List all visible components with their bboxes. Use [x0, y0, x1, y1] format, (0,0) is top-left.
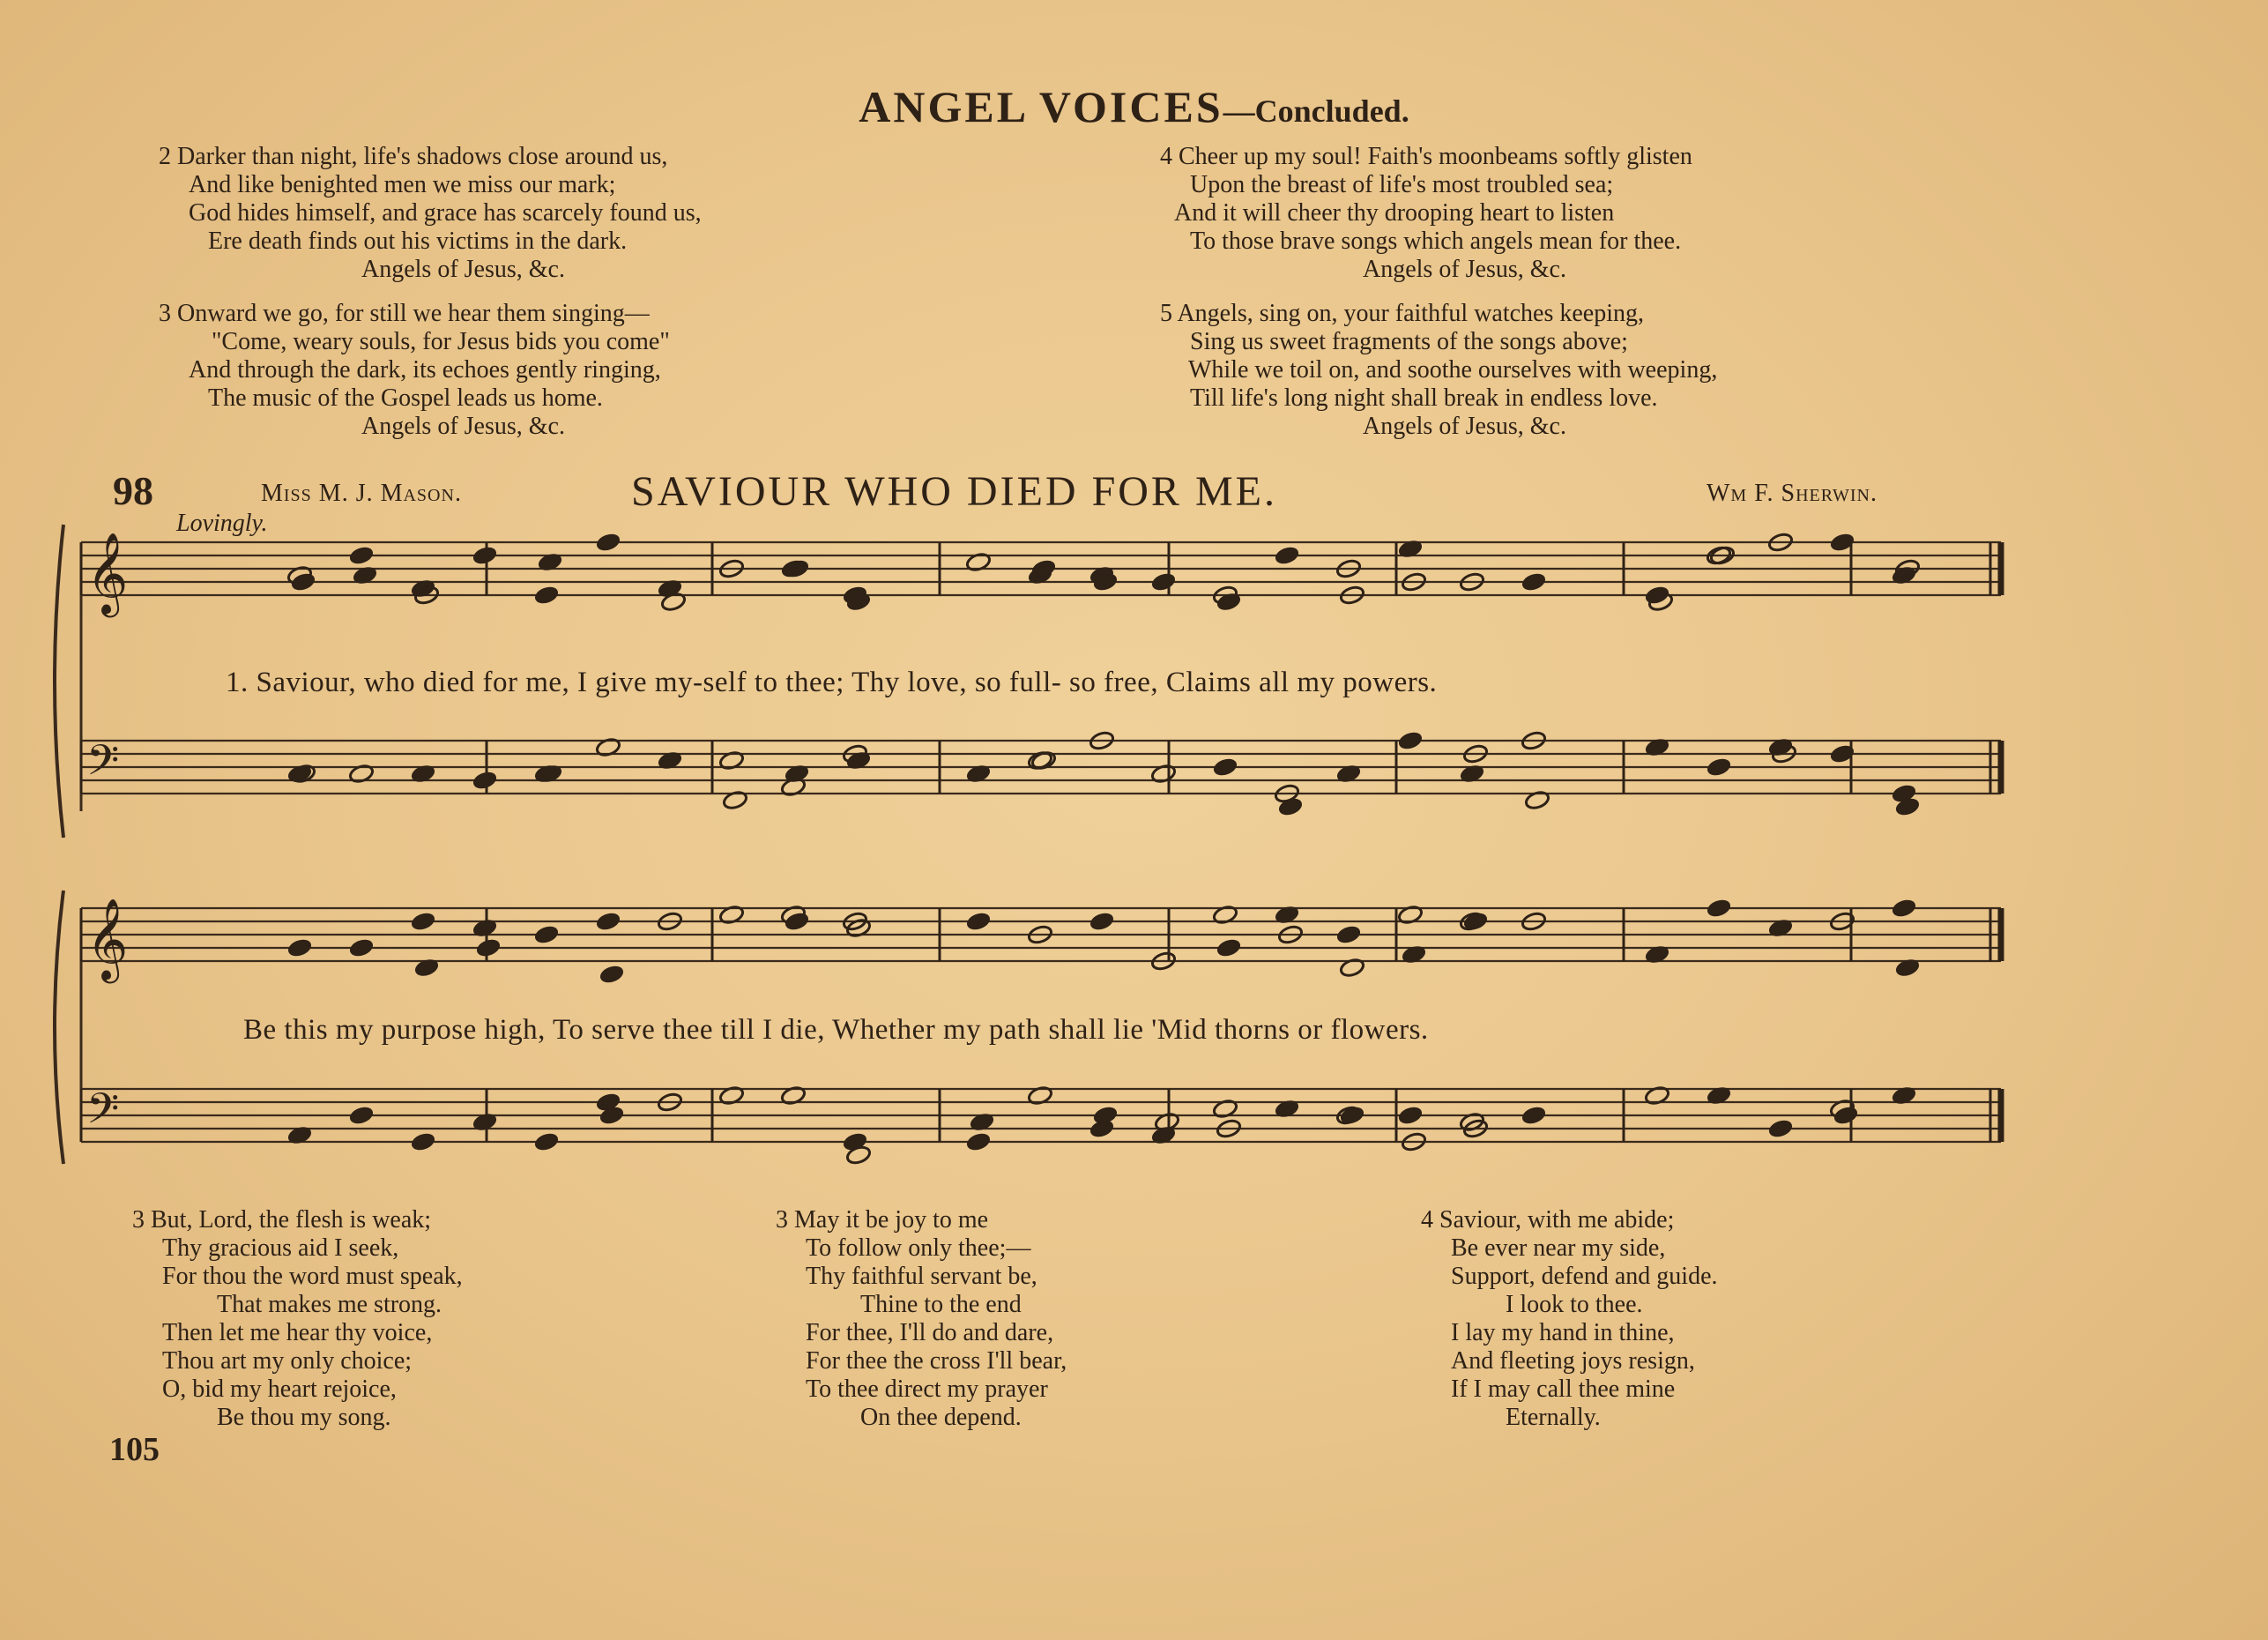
page-number: 105	[109, 1431, 160, 1468]
notehead	[1397, 1105, 1424, 1126]
barlines	[81, 542, 2001, 1142]
stanza-line: To thee direct my prayer	[806, 1375, 1048, 1403]
bass-clef-icon: 𝄢	[86, 735, 120, 795]
notehead	[1397, 730, 1424, 751]
verse-line: Angels of Jesus, &c.	[361, 256, 565, 283]
stanza-line: On thee depend.	[860, 1404, 1022, 1431]
notehead	[533, 585, 560, 606]
verse-line: 4 Cheer up my soul! Faith's moonbeams softly glisten	[1160, 143, 1692, 170]
hymn-title: SAVIOUR WHO DIED FOR ME.	[631, 468, 1277, 515]
verse-line: Till life's long night shall break in endless love.	[1190, 384, 1658, 412]
notehead	[348, 937, 375, 958]
notehead	[1212, 757, 1238, 778]
system-brace	[55, 891, 63, 1164]
stanza-line: 4 Saviour, with me abide;	[1421, 1206, 1675, 1234]
verse-line: Angels of Jesus, &c.	[1363, 413, 1566, 440]
verse-line: While we toil on, and soothe ourselves with weeping,	[1188, 356, 1718, 384]
stanza-line: 3 May it be joy to me	[776, 1206, 989, 1234]
stanza-left	[132, 1206, 463, 1432]
notehead	[1767, 1118, 1794, 1139]
notehead	[533, 1131, 560, 1152]
hymn-composer: Wm F. Sherwin.	[1707, 480, 1878, 507]
verse-line: Ere death finds out his victims in the dark.	[208, 227, 628, 255]
verse-line: To those brave songs which angels mean for thee.	[1190, 227, 1682, 255]
notehead	[1521, 1105, 1547, 1126]
lyric-line-2: Be this my purpose high, To serve thee till I die, Whether my path shall lie 'Mid thorns or flowers.	[243, 1014, 1429, 1046]
notehead	[475, 937, 502, 958]
verse-line: Upon the breast of life's most troubled sea;	[1190, 171, 1614, 198]
clefs	[86, 532, 128, 1144]
tempo-marking: Lovingly.	[176, 510, 268, 537]
notehead	[1092, 1105, 1119, 1126]
notehead	[1706, 898, 1732, 919]
stanza-line: If I may call thee mine	[1451, 1375, 1676, 1403]
hymn-author: Miss M. J. Mason.	[261, 480, 462, 507]
verse-line: 2 Darker than night, life's shadows close around us,	[159, 143, 668, 170]
notehead	[1277, 796, 1304, 817]
stanza-line: For thee the cross I'll bear,	[806, 1347, 1067, 1375]
notehead	[595, 911, 621, 932]
verse-line: "Come, weary souls, for Jesus bids you come"	[212, 328, 670, 355]
verse-line: Sing us sweet fragments of the songs above;	[1190, 328, 1628, 355]
verse-line: 5 Angels, sing on, your faithful watches keeping,	[1160, 300, 1645, 327]
previous-hymn-title-suffix: —Concluded.	[1223, 93, 1409, 129]
stanza-line: Then let me hear thy voice,	[162, 1319, 433, 1346]
notehead	[348, 1105, 375, 1126]
notehead	[965, 1131, 992, 1152]
notehead	[410, 1131, 436, 1152]
hymn-number: 98	[113, 468, 153, 513]
notehead	[286, 937, 313, 958]
stanza-line: Thy faithful servant be,	[806, 1263, 1037, 1290]
verse-line: And like benighted men we miss our mark;	[189, 171, 616, 198]
stanza-line: Support, defend and guide.	[1451, 1263, 1718, 1290]
noteheads	[286, 532, 1921, 1166]
notehead	[599, 964, 625, 985]
notehead	[1274, 545, 1300, 566]
notehead	[290, 571, 316, 593]
notehead	[1335, 924, 1362, 945]
notehead	[1833, 1105, 1859, 1126]
notehead	[1891, 898, 1917, 919]
stanza-line: To follow only thee;—	[806, 1234, 1031, 1262]
verse-line: And it will cheer thy drooping heart to listen	[1174, 199, 1615, 227]
stanza-line: Be thou my song.	[217, 1404, 391, 1431]
stanza-line: Thou art my only choice;	[162, 1347, 413, 1375]
verse-line: Angels of Jesus, &c.	[361, 413, 565, 440]
notehead	[472, 770, 498, 791]
notehead	[533, 924, 560, 945]
stanza-line: Be ever near my side,	[1451, 1234, 1666, 1262]
stanza-line: That makes me strong.	[217, 1291, 442, 1318]
stanza-line: Thy gracious aid I seek,	[162, 1234, 399, 1262]
bass-clef-icon: 𝄢	[86, 1084, 120, 1144]
stanza-line: O, bid my heart rejoice,	[162, 1375, 397, 1403]
stanza-line: 3 But, Lord, the flesh is weak;	[132, 1206, 432, 1234]
notehead	[410, 911, 436, 932]
notehead	[1706, 757, 1732, 778]
system-brace	[55, 525, 63, 838]
stanza-line: Eternally.	[1506, 1404, 1601, 1431]
stanza-line: I look to thee.	[1506, 1291, 1643, 1318]
staff-lines	[55, 525, 2001, 1164]
stanza-middle	[776, 1206, 1067, 1432]
verse-line: Angels of Jesus, &c.	[1363, 256, 1566, 283]
treble-clef-icon: 𝄞	[86, 898, 129, 980]
notehead	[1150, 571, 1177, 593]
verse-line: The music of the Gospel leads us home.	[208, 384, 603, 412]
verse-line: And through the dark, its echoes gently ringing,	[189, 356, 661, 384]
notehead	[595, 532, 621, 553]
notehead	[965, 911, 992, 932]
verse-line: God hides himself, and grace has scarcely found us,	[189, 199, 702, 227]
stanza-right	[1421, 1206, 1718, 1432]
notehead	[1089, 911, 1115, 932]
notehead	[348, 545, 375, 566]
treble-clef-icon: 𝄞	[86, 532, 129, 614]
notehead	[784, 911, 810, 932]
notehead	[1216, 937, 1242, 958]
stanza-line: For thou the word must speak,	[162, 1263, 463, 1290]
previous-hymn-title-text: ANGEL VOICES	[859, 82, 1223, 131]
lyric-line-1: 1. Saviour, who died for me, I give my-self to thee; Thy love, so full- so free, Claims all my powers.	[226, 667, 1438, 698]
stanza-line: And fleeting joys resign,	[1451, 1347, 1695, 1375]
stanza-line: Thine to the end	[860, 1291, 1022, 1318]
stanza-line: I lay my hand in thine,	[1451, 1319, 1675, 1346]
stanza-line: For thee, I'll do and dare,	[806, 1319, 1054, 1346]
notehead	[472, 545, 498, 566]
notehead	[1521, 571, 1547, 593]
verse-line: 3 Onward we go, for still we hear them singing—	[159, 300, 650, 327]
